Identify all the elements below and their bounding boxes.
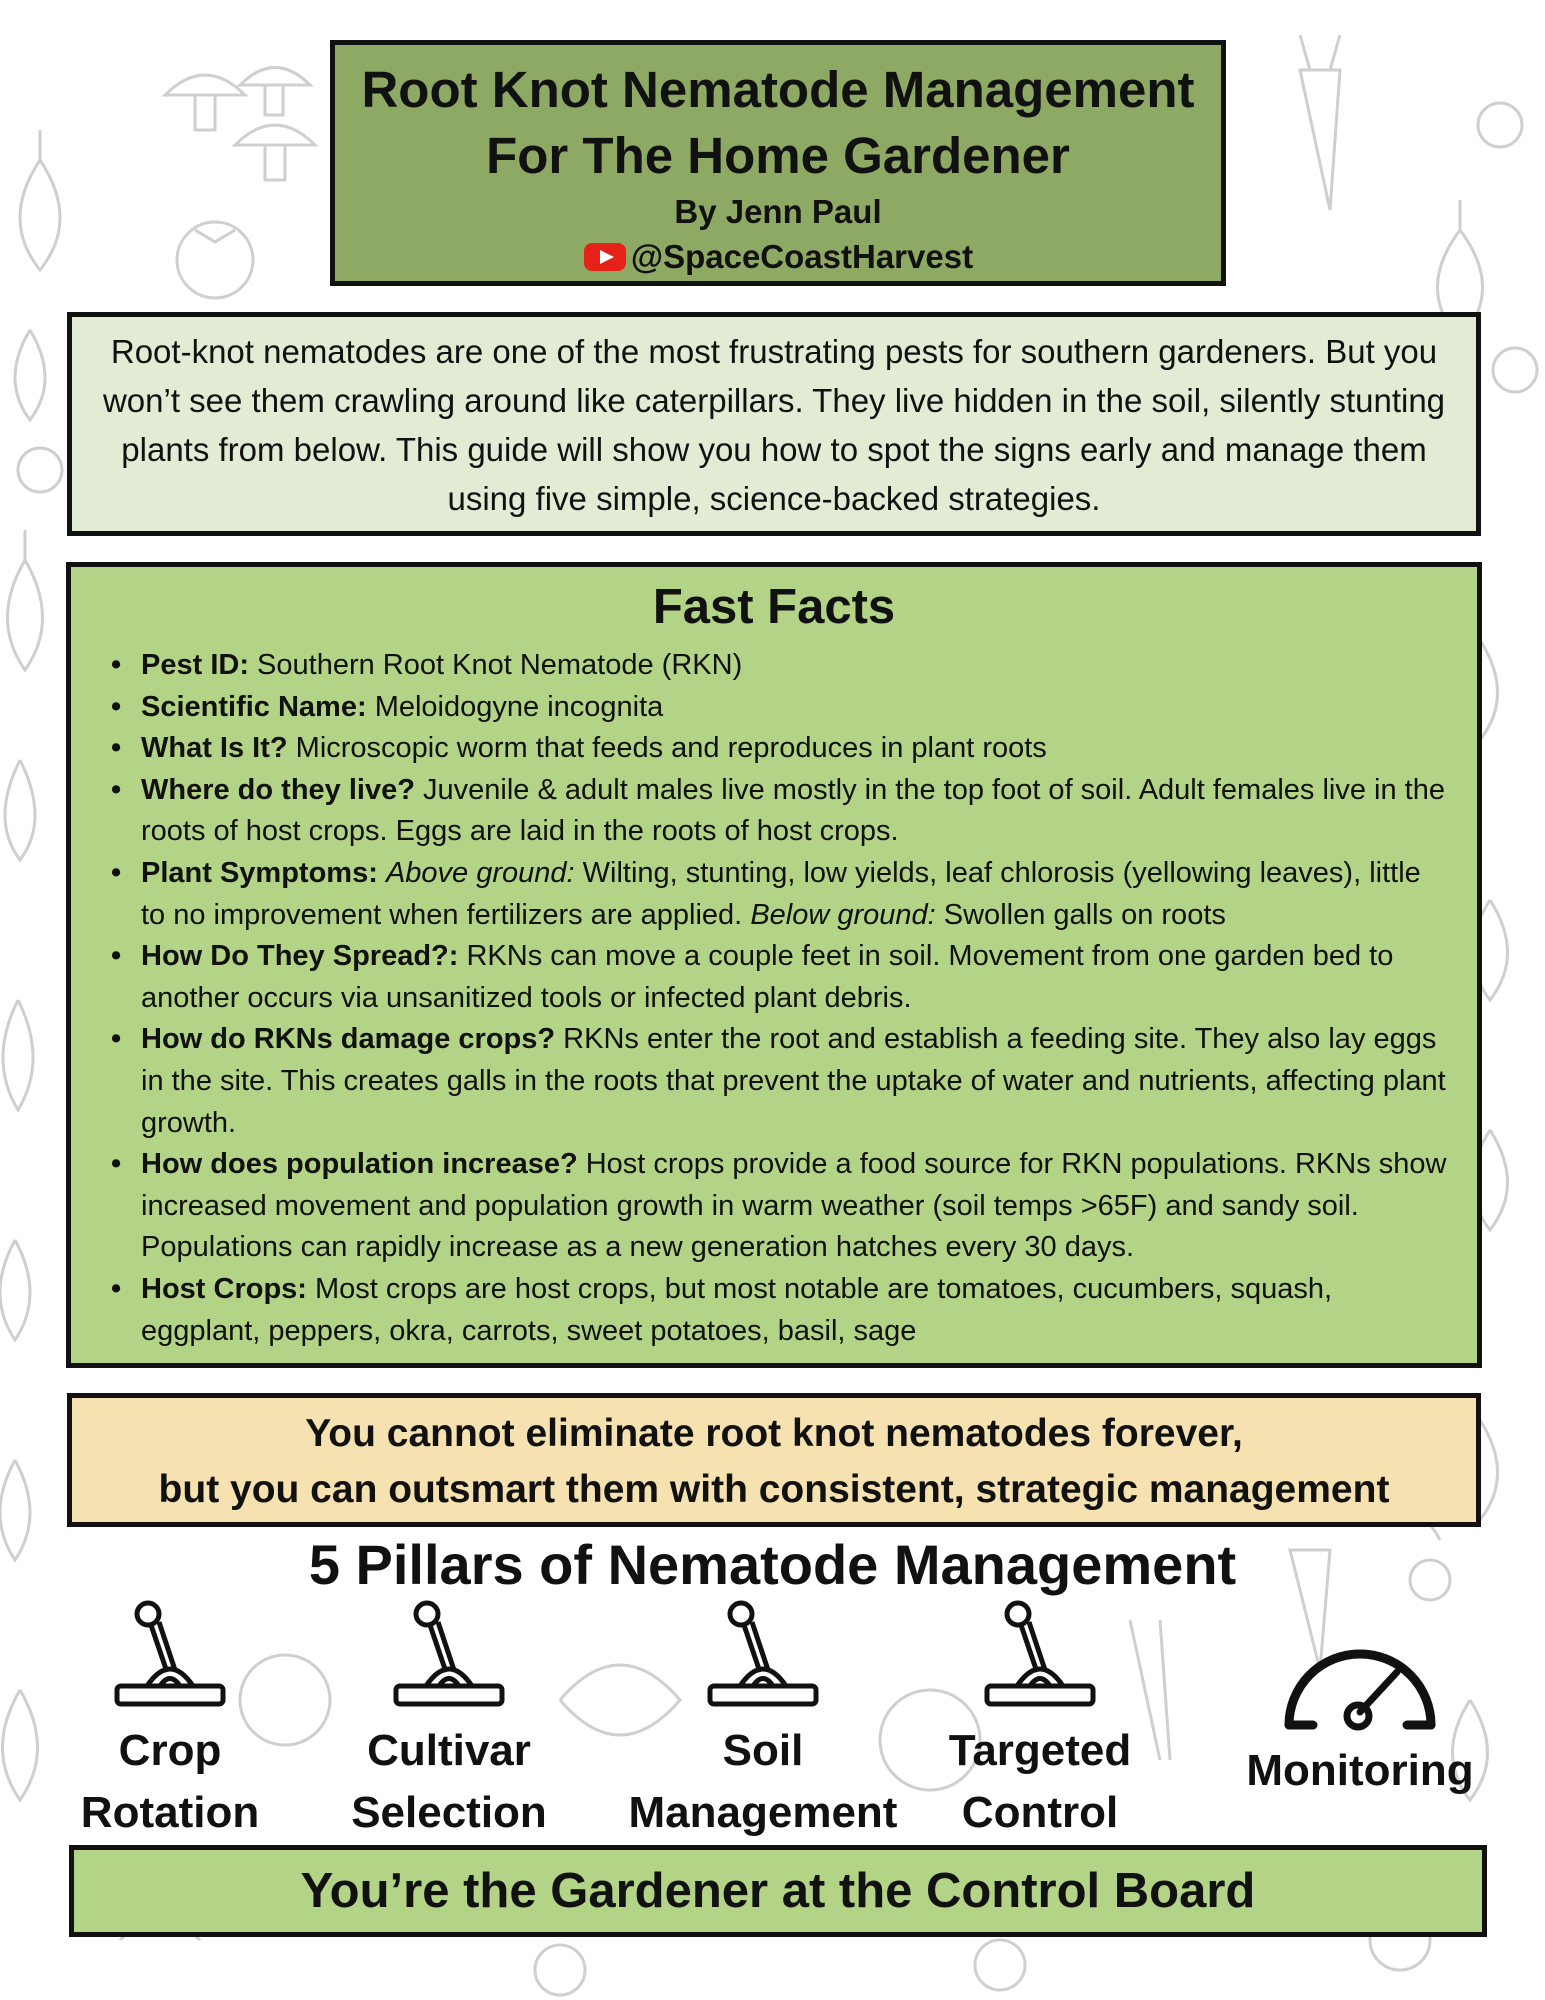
- pillar-label-line1: Soil: [722, 1726, 804, 1775]
- pillar-label-monitoring: Monitoring: [1246, 1746, 1474, 1795]
- pillar-crop-rotation: [60, 1600, 280, 1844]
- fact-item-spread: • How Do They Spread?: RKNs can move a couple feet in soil. Movement from one garden bed to another occurs via unsanitized tools or infected plant debris.: [101, 936, 1447, 1019]
- pillar-monitoring: [1235, 1610, 1485, 1802]
- callout-line1: You cannot eliminate root knot nematodes forever,: [305, 1412, 1243, 1455]
- callout-box: [67, 1393, 1481, 1527]
- gauge-icon: [1275, 1610, 1445, 1740]
- fact-item-what-is-it: • What Is It? Microscopic worm that feeds and reproduces in plant roots: [101, 728, 1447, 770]
- pillar-label-line2: Management: [628, 1788, 898, 1837]
- pillar-soil-management: [618, 1600, 908, 1844]
- pillar-label-line1: Cultivar: [367, 1726, 531, 1775]
- social-handle: @SpaceCoastHarvest: [630, 238, 974, 275]
- page-title-line2: For The Home Gardener: [486, 127, 1070, 184]
- page-title-line1: Root Knot Nematode Management: [361, 61, 1195, 118]
- fact-item-damage: • How do RKNs damage crops? RKNs enter the root and establish a feeding site. They also lay eggs in the site. This creates galls in the roots that prevent the uptake of water and nutrients, affecting plant growth.: [101, 1019, 1447, 1144]
- youtube-icon: [583, 242, 627, 272]
- fact-item-plant-symptoms: • Plant Symptoms: Above ground: Wilting, stunting, low yields, leaf chlorosis (yellowing leaves), little to no improvement when fertilizers are applied. Below ground: Swollen galls on roots: [101, 853, 1447, 936]
- social-handle-row: [335, 235, 1221, 279]
- footer-banner: [69, 1845, 1487, 1937]
- intro-box: [67, 312, 1481, 536]
- fact-item-where-live: • Where do they live? Juvenile & adult males live mostly in the top foot of soil. Adult females live in the roots of host crops. Eggs are laid in the roots of host crops.: [101, 770, 1447, 853]
- author-byline: By Jenn Paul: [674, 193, 882, 230]
- fact-item-population: • How does population increase? Host crops provide a food source for RKN populations. RKNs show increased movement and population growth in warm weather (soil temps >65F) and sandy soil. Populations can rapidly increase as a new generation hatches every 30 days.: [101, 1144, 1447, 1269]
- fast-facts-box: [66, 562, 1482, 1368]
- pillar-label-line1: Targeted: [948, 1726, 1132, 1775]
- lever-icon: [105, 1600, 235, 1720]
- fact-item-scientific-name: • Scientific Name: Meloidogyne incognita: [101, 687, 1447, 729]
- pillar-cultivar-selection: [334, 1600, 564, 1844]
- lever-icon: [384, 1600, 514, 1720]
- intro-text: Root-knot nematodes are one of the most frustrating pests for southern gardeners. But you won’t see them crawling around like caterpillars. They live hidden in the soil, silently stunting plants from below. This guide will show you how to spot the signs early and manage them using five simple, science-backed strategies.: [102, 333, 1446, 517]
- pillar-label-line2: Rotation: [80, 1788, 260, 1837]
- title-banner: [330, 40, 1226, 286]
- footer-text: You’re the Gardener at the Control Board: [300, 1864, 1256, 1918]
- pillars-heading: 5 Pillars of Nematode Management: [308, 1533, 1237, 1596]
- pillar-label-line2: Control: [961, 1788, 1119, 1837]
- pillar-label-line2: Selection: [351, 1788, 547, 1837]
- fast-facts-title: Fast Facts: [652, 580, 896, 634]
- lever-icon: [975, 1600, 1105, 1720]
- callout-line2: but you can outsmart them with consistent, strategic management: [158, 1468, 1390, 1511]
- fact-item-pest-id: • Pest ID: Southern Root Knot Nematode (RKN): [101, 645, 1447, 687]
- pillar-label-line1: Crop: [118, 1726, 222, 1775]
- lever-icon: [698, 1600, 828, 1720]
- fast-facts-list: [101, 645, 1447, 1352]
- pillar-targeted-control: [930, 1600, 1150, 1844]
- fact-item-host-crops: • Host Crops: Most crops are host crops, but most notable are tomatoes, cucumbers, squash, eggplant, peppers, okra, carrots, sweet potatoes, basil, sage: [101, 1269, 1447, 1352]
